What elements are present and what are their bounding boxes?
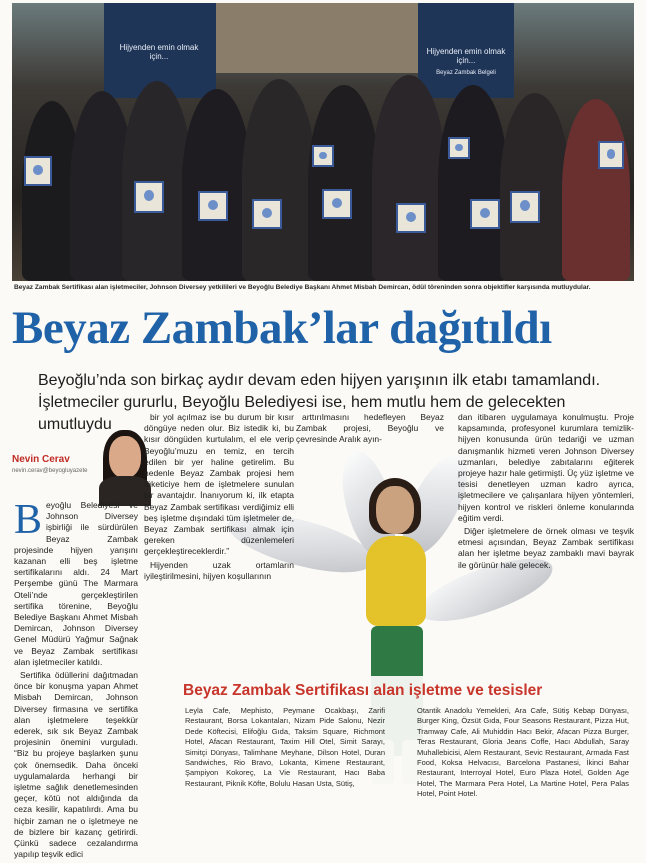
box-title: Beyaz Zambak Sertifikası alan işletme ve tesisler xyxy=(183,682,543,699)
deck-line-2: İşletmeciler gururlu, Beyoğlu Belediyesi ise, hem mutlu hem de gelecekten umutluydu xyxy=(38,394,566,433)
photo-caption: Beyaz Zambak Sertifikası alan işletmeciler, Johnson Diversey yetkilileri ve Beyoğlu Belediye Başkanı Ahmet Misbah Demircan, ödül töreninden sonra objektifler karşısında mutluydular. xyxy=(14,284,591,291)
article-paragraph: Hijyenden uzak ortamların iyileştirilmesini, hijyen koşullarının xyxy=(144,559,294,581)
banner-small-text: Beyaz Zambak Belgeli xyxy=(436,70,496,76)
banner-left-text: Hijyenden emin olmak için... xyxy=(119,43,199,61)
drop-cap: B xyxy=(14,497,43,543)
article-column-3 xyxy=(296,412,444,448)
author-email: nevin.cerav@beyogluyazete xyxy=(12,468,88,474)
group-photo xyxy=(12,3,634,281)
certificate-list-box xyxy=(173,676,637,836)
article-paragraph: dan itibaren uygulamaya konulmuştu. Proje kapsamında, profesyonel kurumlara temizlik-hijyen konusunda ürün tedariği ve uzman danışmanlık hizmeti veren Johnson Diversey uzmanları, belediye zabıtalarını eğiterek projeye hazır hale getirmişti. Üç yüz işletme ve tesisi denetleyen uzman kadro ayrıca, işletmecilere ve çalışanlara hijyen yöntemleri, hijyen kontrol ve riskleri önleme konularında eğitim verdi. xyxy=(458,412,634,523)
article-column-4 xyxy=(458,412,634,573)
box-list-column-1: Leyla Cafe, Mephisto, Peymane Ocakbaşı, Zarifi Restaurant, Borsa Lokantaları, Nizam Pide Salonu, Nezir Dede Köftecisi, Elifoğlu Gıda, Taksim Square, Richmont Hotel, Afacan Restaurant, Taxim Hill Otel, Simit Sarayı, Simitçi Dünyası, Talimhane Meyhane, Dilson Hotel, Duran Sandwiches, Rio Bravo, Lokanta, Kimene Restaurant, Şampiyon Kokoreç, La Vie Restaurant, Hacı Baba Restaurant, Piknik Köfte, Bolulu Hasan Usta, Sütiş, xyxy=(185,706,385,788)
banner-right-text: Hijyenden emin olmak için... xyxy=(426,47,506,65)
article-paragraph: eyoğlu Belediyesi ve Johnson Diversey işbirliği ile sürdürülen Beyaz Zambak projesinde hijyen yarışını kazanan elli beş işletme sertifikalarını aldı. 24 Mart Perşembe günü The Marmara Oteli’nde gerçekleştirilen sertifika törenine, Beyoğlu Belediye Başkanı Ahmet Misbah Demircan, Johnson Diversey Genel Müdürü Yağmur Sağnak ve Beyaz Zambak sertifikası alan işletmeciler katıldı. xyxy=(14,500,138,667)
article-column-2 xyxy=(144,412,294,584)
photo-wall xyxy=(216,3,418,73)
photo-crowd xyxy=(12,71,634,281)
article-paragraph: Sertifika ödüllerini dağıtmadan önce bir konuşma yapan Ahmet Misbah Demircan, Johnson Diversey firmasına ve sertifika alan işletmelere teşekkür ederek, sık sık Beyaz Zambak projesinin önemini vurguladı. “Biz bu projeye başlarken şunu çok önemsedik. Daha önceki uygulamalarda herhangi bir işletme sağlık denetlemesinden geçer, kötü not aldığında da ceza kesilir, kapatılırdı. Ama bu hiçbir zaman ne o işletmeye ne de bizlere bir kazanç getirirdi. Çünkü sadece cezalandırma yapılıp teşvik edici xyxy=(14,670,138,860)
box-list-column-2: Otantik Anadolu Yemekleri, Ara Cafe, Sütiş Kebap Dünyası, Burger King, Özsüt Gıda, Four Seasons Restaurant, Pizza Hut, Tramway Cafe, Ali Muhiddin Hacı Bekir, Afacan Pizza Burger, Teras Restaurant, Gloria Jeans Coffe, Hacı Abdullah, Saray Muhallebicisi, Alem Restaurant, Sevic Restaurant, Armada Fast Food, Koksa Helvacısı, Barcelona Pastanesi, İkinci Bahar Restaurant, Interroyal Hotel, Euro Plaza Hotel, Golden Age Hotel, The Marmara Pera Hotel, La Martine Hotel, Pera Palas Hotel, Point Hotel. xyxy=(417,706,629,799)
headline: Beyaz Zambak’lar dağıtıldı xyxy=(12,302,552,354)
article-column-1 xyxy=(14,497,138,863)
article-paragraph: Diğer işletmelere de örnek olması ve teşvik etmesi açısından, Beyaz Zambak sertifikası alan her işletme beyaz zambaklı mavi bayrak ile görünür hale gelecek. xyxy=(458,526,634,570)
deck-line-1: Beyoğlu’nda son birkaç aydır devam eden hijyen yarışının ilk etabı tamamlandı. xyxy=(38,372,601,389)
article-paragraph: bir yol açılmaz ise bu durum bir kısır döngüye neden olur. Biz istedik ki, bu kısır döngüden kurtulalım, el ele verip Beyoğlu’muzu en temiz, en tercih edilen bir yer haline getirelim. Bu nedenle Beyaz Zambak projesi hem tüketiciye hem de işletmelere sunulan bir avantajdır. İnanıyorum ki, ilk etapta Beyaz Zambak sertifikası verdiğimiz elli beş işletme dışındaki tüm işletmeler de, Beyaz Zambak sertifikası almak için gereken düzenlemeleri gerçekleştireceklerdir.” xyxy=(144,412,294,557)
author-name: Nevin Cerav xyxy=(12,454,70,465)
article-paragraph: arttırılmasını hedefleyen Beyaz Zambak projesi, Beyoğlu ve çevresinde Aralık ayın- xyxy=(296,412,444,445)
